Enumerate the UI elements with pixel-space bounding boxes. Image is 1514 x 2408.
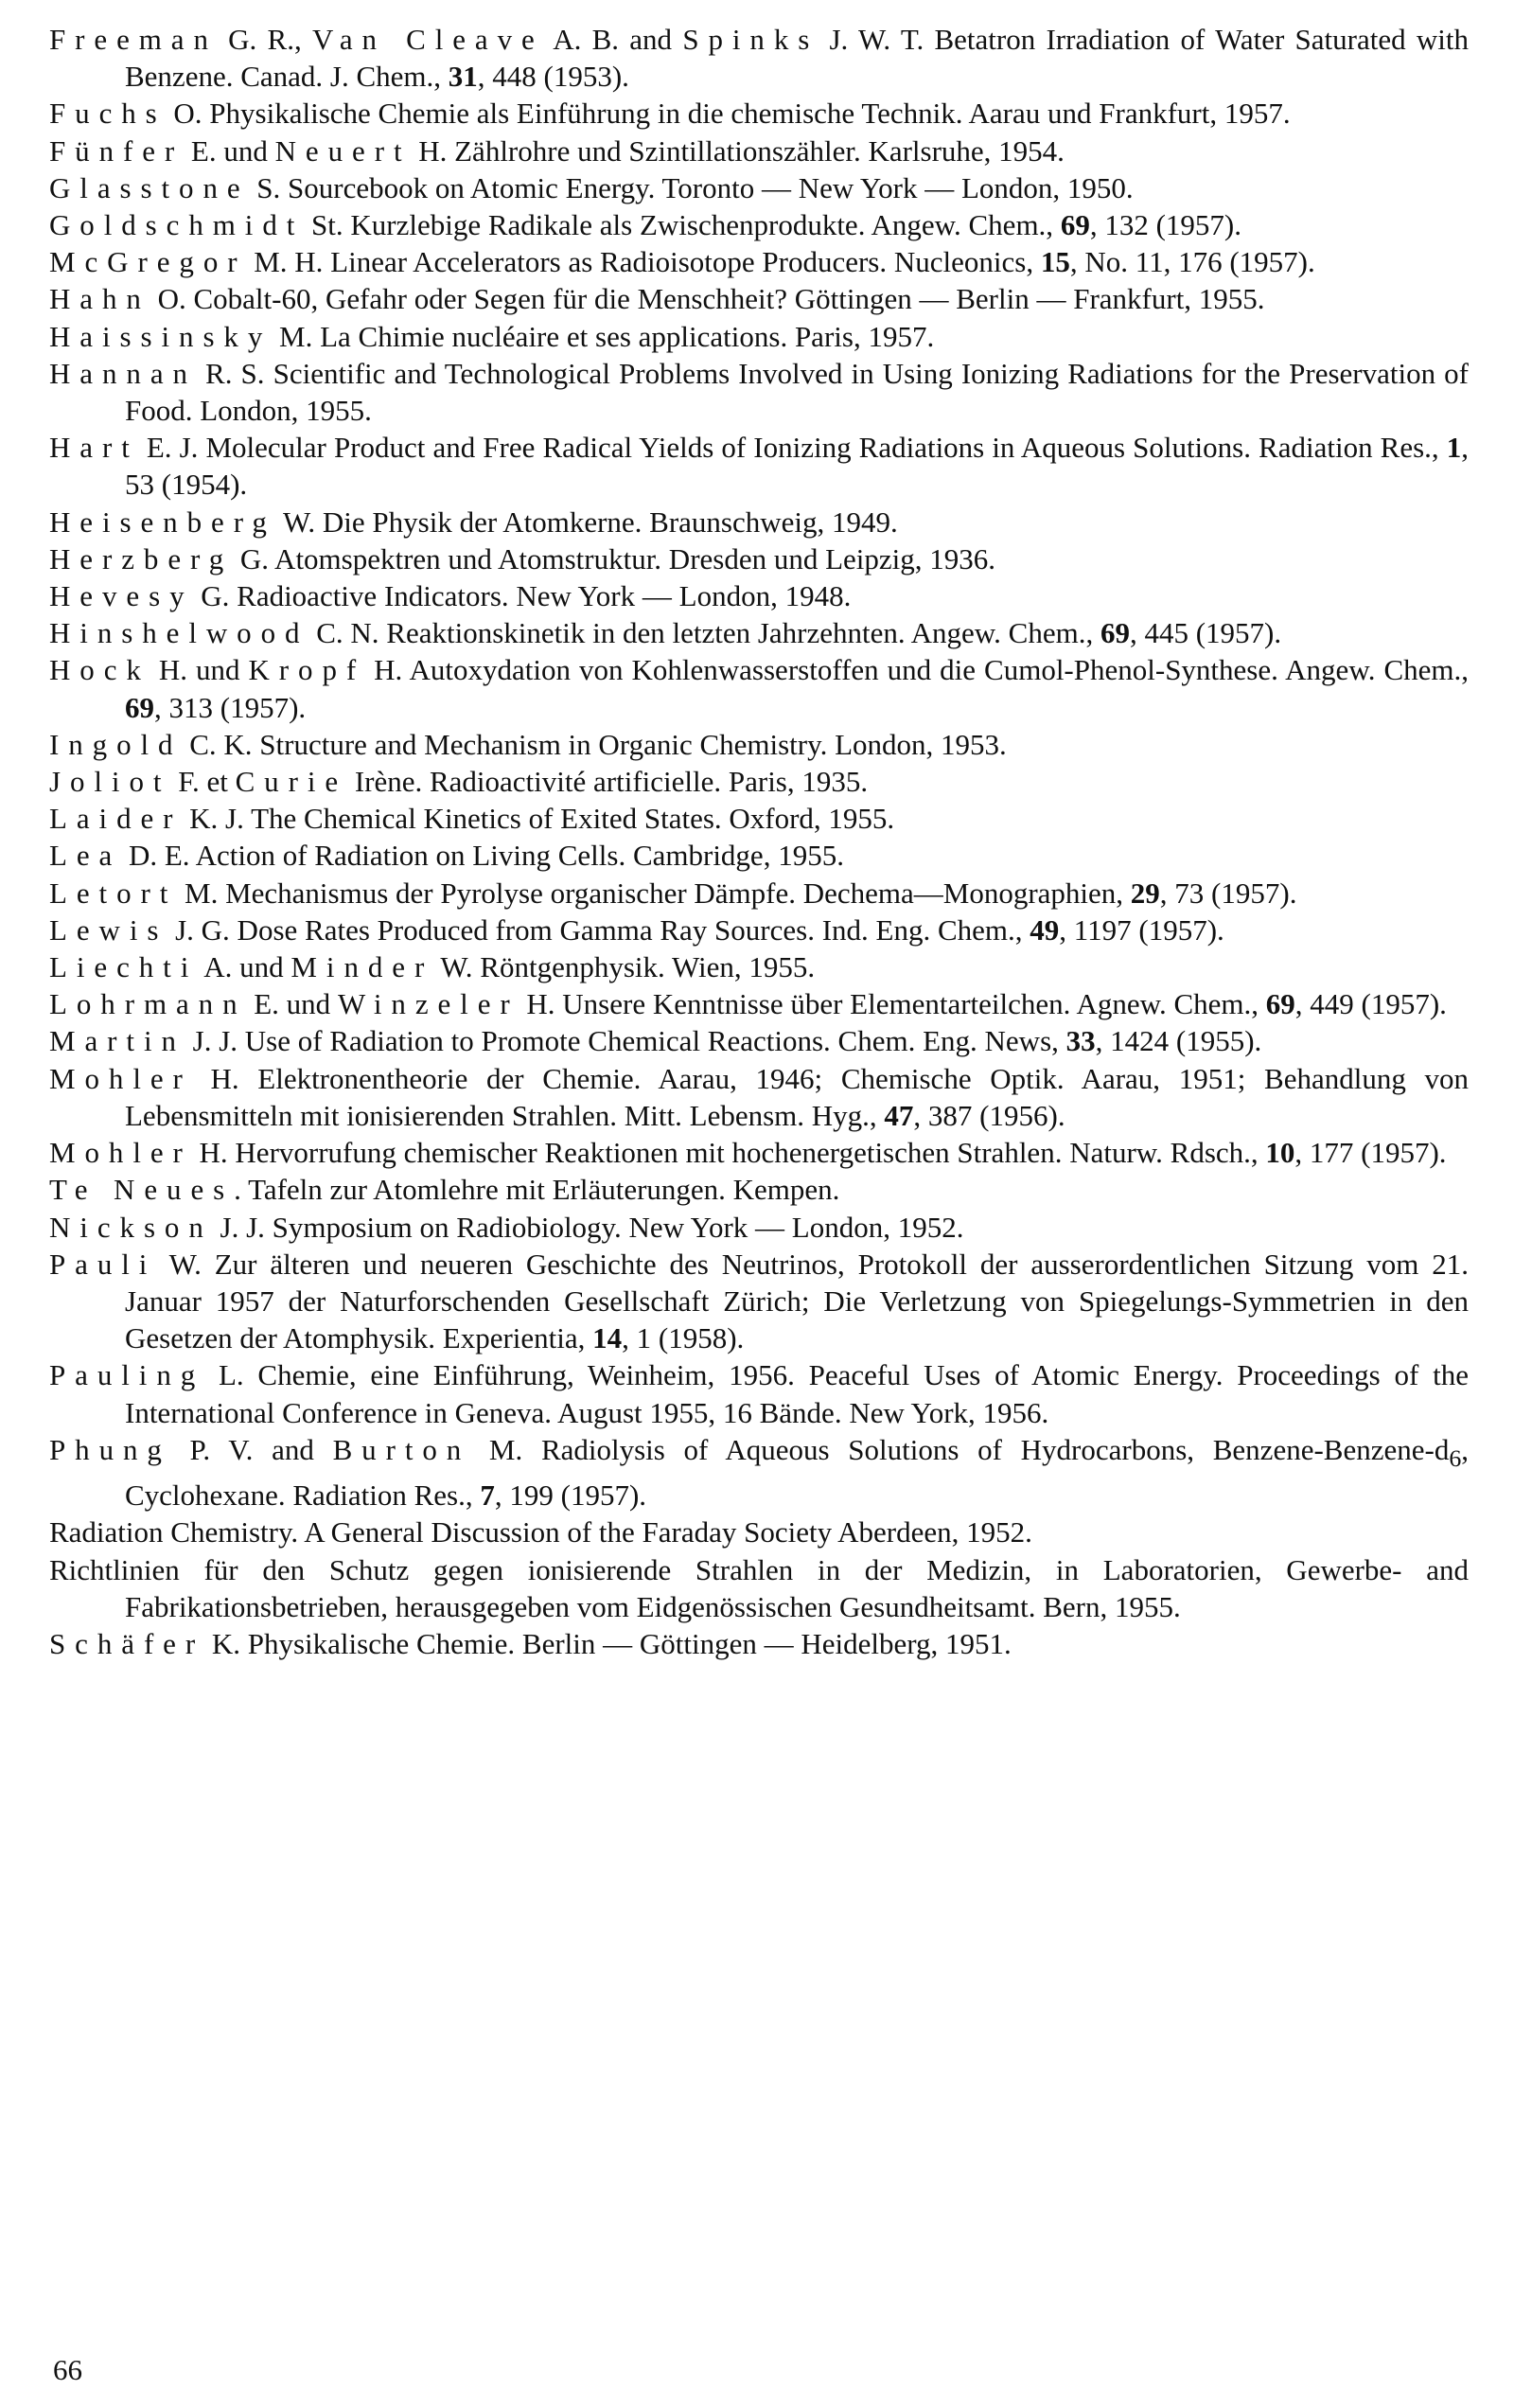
page-number: 66 (53, 2353, 82, 2386)
reference-entry: Te Neues. Tafeln zur Atomlehre mit Erläuterungen. Kempen. (49, 1173, 840, 1207)
reference-entry: Pauling L. Chemie, eine Einführung, Weinheim, 1956. Peaceful Uses of Atomic Energy. Proceedings of the International Conference in Geneva. August 1955, 16 Bände. New York, 1956. (49, 1358, 1469, 1429)
reference-entry: Mohler H. Hervorrufung chemischer Reaktionen mit hochenergetischen Strahlen. Naturw. Rdsch., 10, 177 (1957). (49, 1136, 1447, 1170)
reference-entry: Ingold C. K. Structure and Mechanism in Organic Chemistry. London, 1953. (49, 727, 1007, 761)
reference-entry: Richtlinien für den Schutz gegen ionisierende Strahlen in der Medizin, in Laboratorien, Gewerbe- and Fabrikationsbetrieben, herausgegeben vom Eidgenössischen Gesundheitsamt. Bern, 1955. (49, 1552, 1469, 1623)
reference-entry: McGregor M. H. Linear Accelerators as Radioisotope Producers. Nucleonics, 15, No. 11, 176 (1957). (49, 245, 1315, 279)
reference-entry: Hart E. J. Molecular Product and Free Radical Yields of Ionizing Radiations in Aqueous Solutions. Radiation Res., 1, 53 (1954). (49, 431, 1469, 502)
reference-entry: Hinshelwood C. N. Reaktionskinetik in den letzten Jahrzehnten. Angew. Chem., 69, 445 (1957). (49, 616, 1282, 650)
reference-entry: Hahn O. Cobalt-60, Gefahr oder Segen für die Menschheit? Göttingen — Berlin — Frankfurt, 1955. (49, 282, 1265, 316)
reference-entry: Pauli W. Zur älteren und neueren Geschichte des Neutrinos, Protokoll der ausserordentlichen Sitzung vom 21. Januar 1957 der Naturforschenden Gesellschaft Zürich; Die Verletzung von Spiegelungs-Symmetrien in den Gesetzen der Atomphysik. Experientia, 14, 1 (1958). (49, 1247, 1469, 1355)
reference-entry: Lea D. E. Action of Radiation on Living Cells. Cambridge, 1955. (49, 839, 844, 873)
reference-entry: Freeman G. R., Van Cleave A. B. and Spinks J. W. T. Betatron Irradiation of Water Saturated with Benzene. Canad. J. Chem., 31, 448 (1953). (49, 23, 1469, 94)
bibliography-list (49, 21, 1469, 1662)
reference-entry: Schäfer K. Physikalische Chemie. Berlin — Göttingen — Heidelberg, 1951. (49, 1626, 1012, 1660)
reference-entry: Lohrmann E. und Winzeler H. Unsere Kenntnisse über Elementarteilchen. Agnew. Chem., 69, 449 (1957). (49, 987, 1447, 1021)
reference-entry: Haissinsky M. La Chimie nucléaire et ses applications. Paris, 1957. (49, 319, 935, 353)
reference-entry: Hannan R. S. Scientific and Technological Problems Involved in Using Ionizing Radiations for the Preservation of Food. London, 1955. (49, 356, 1469, 428)
reference-entry: Goldschmidt St. Kurzlebige Radikale als Zwischenprodukte. Angew. Chem., 69, 132 (1957). (49, 208, 1241, 242)
reference-entry: Fuchs O. Physikalische Chemie als Einführung in die chemische Technik. Aarau und Frankfurt, 1957. (49, 97, 1291, 131)
reference-entry: Nickson J. J. Symposium on Radiobiology. New York — London, 1952. (49, 1210, 964, 1244)
reference-entry: Herzberg G. Atomspektren und Atomstruktur. Dresden und Leipzig, 1936. (49, 541, 996, 575)
reference-entry: Mohler H. Elektronentheorie der Chemie. Aarau, 1946; Chemische Optik. Aarau, 1951; Behandlung von Lebensmitteln mit ionisierenden Strahlen. Mitt. Lebensm. Hyg., 47, 387 (1956). (49, 1061, 1469, 1132)
reference-entry: Letort M. Mechanismus der Pyrolyse organischer Dämpfe. Dechema—Monographien, 29, 73 (1957). (49, 876, 1297, 910)
reference-entry: Lewis J. G. Dose Rates Produced from Gamma Ray Sources. Ind. Eng. Chem., 49, 1197 (1957). (49, 912, 1224, 947)
reference-entry: Radiation Chemistry. A General Discussion of the Faraday Society Aberdeen, 1952. (49, 1515, 1032, 1549)
reference-entry: Phung P. V. and Burton M. Radiolysis of Aqueous Solutions of Hydrocarbons, Benzene-$Benzene-d_6$, Cyclohexane. Radiation Res., 7, 199 (1957). (49, 1432, 1469, 1513)
reference-entry: Hock H. und Kropf H. Autoxydation von Kohlenwasserstoffen und die Cumol-Phenol-Synthese. Angew. Chem., 69, 313 (1957). (49, 653, 1469, 724)
reference-entry: Hevesy G. Radioactive Indicators. New York — London, 1948. (49, 579, 852, 613)
reference-entry: Joliot F. et Curie Irène. Radioactivité artificielle. Paris, 1935. (49, 765, 869, 799)
reference-entry: Laider K. J. The Chemical Kinetics of Exited States. Oxford, 1955. (49, 802, 895, 836)
reference-entry: Heisenberg W. Die Physik der Atomkerne. Braunschweig, 1949. (49, 505, 898, 539)
reference-entry: Glasstone S. Sourcebook on Atomic Energy. Toronto — New York — London, 1950. (49, 170, 1134, 204)
reference-entry: Fünfer E. und Neuert H. Zählrohre und Szintillationszähler. Karlsruhe, 1954. (49, 133, 1065, 168)
reference-entry: Martin J. J. Use of Radiation to Promote Chemical Reactions. Chem. Eng. News, 33, 1424 (1955). (49, 1024, 1262, 1058)
reference-entry: Liechti A. und Minder W. Röntgenphysik. Wien, 1955. (49, 950, 816, 984)
